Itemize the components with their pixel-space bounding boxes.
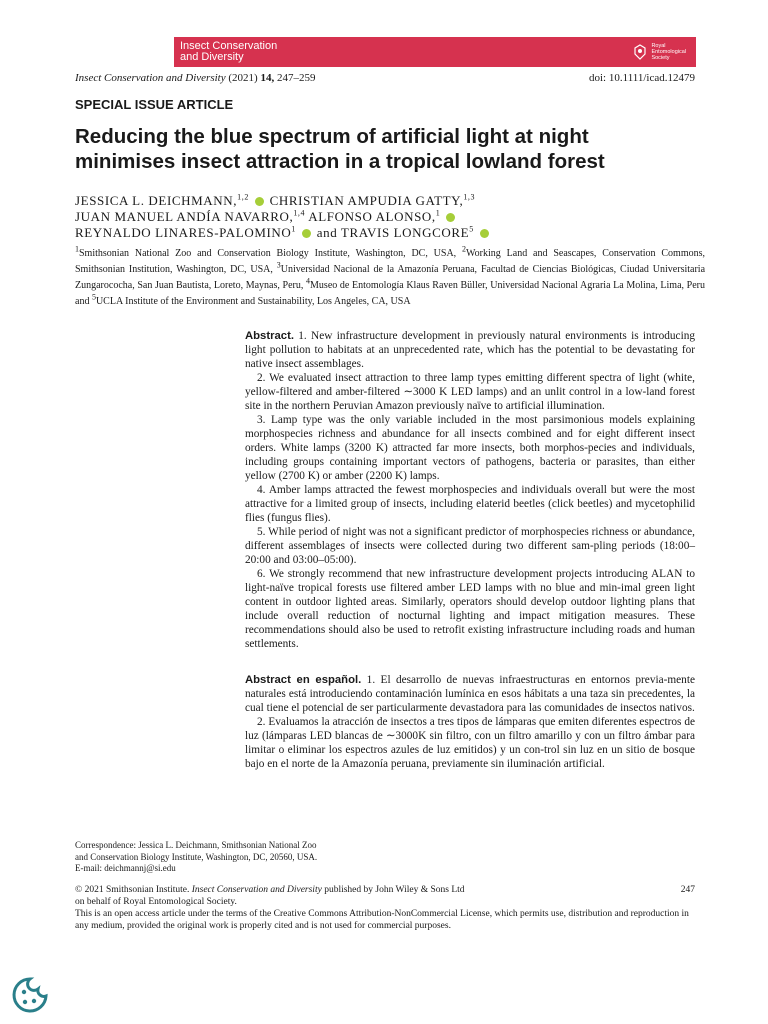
orcid-icon[interactable] [480, 229, 489, 238]
author-name: JUAN MANUEL ANDÍA NAVARRO, [75, 209, 294, 224]
orcid-icon[interactable] [446, 213, 455, 222]
society-logo [633, 43, 686, 61]
author-sup: 1 [435, 208, 441, 218]
author-sup: 1,4 [293, 208, 306, 218]
affil-sup: 5 [91, 292, 96, 302]
copyright-line2: on behalf of Royal Entomological Society. [75, 897, 237, 907]
abstract-p1: 1. New infrastructure development in previously natural environments is introducing light pollution to habitats at an unprecedented rate, which has the potential to be devastating for native insect assemblages. [245, 330, 695, 370]
journal-name-line1: Insect Conservation [180, 40, 278, 52]
cookie-icon[interactable] [10, 975, 50, 1015]
title-line1: Reducing the blue spectrum of artificial light at night [75, 125, 589, 148]
abstract-paragraph [245, 329, 695, 371]
journal-name-line2: and Diversity [180, 51, 244, 63]
citation-journal: Insect Conservation and Diversity [75, 72, 226, 84]
abstract-es-p2: 2. Evaluamos la atracción de insectos a tres tipos de lámparas que emiten diferentes espectros de luz (lámparas LED blancas de ∼3000K sin filtro, con un filtro amarillo y con un filtro ámbar para limitar o eliminar los espectros azules de luz emitidos) y un con-trol sin luz en un sitio de bosque bajo en el norte de la Amazonía peruana, previamente sin iluminación artificial. [245, 716, 695, 770]
license-text: This is an open access article under the terms of the Creative Commons Attribution-NonCommercial License, which permits use, distribution and reproduction in any medium, provided the original work is properly cited and is not used for commercial purposes. [75, 909, 689, 931]
orcid-icon[interactable] [255, 197, 264, 206]
citation-volume: 14, [260, 72, 275, 84]
citation-year: (2021) [228, 72, 258, 84]
society-line1: Royal [651, 43, 666, 49]
journal-name [180, 41, 277, 63]
page-number: 247 [680, 885, 695, 895]
affil-4: Museo de Entomología Klaus Raven Büller, Universidad Nacional Agraria La Molina, Lima, Peru and [75, 280, 705, 307]
copyright-journal: Insect Conservation and Diversity [191, 885, 322, 895]
page-title [75, 124, 705, 174]
res-logo-icon [633, 44, 647, 60]
author-name: REYNALDO LINARES-PALOMINO [75, 225, 292, 240]
author-list [75, 193, 705, 241]
abstract [245, 329, 695, 651]
society-line2: Entomological [651, 49, 686, 55]
affil-sup: 2 [462, 244, 467, 254]
society-line3: Society [651, 55, 670, 61]
abstract-es-heading: Abstract en español. [245, 674, 362, 686]
citation-pages: 247–259 [276, 72, 316, 84]
abstract-p5: 5. While period of night was not a significant predictor of morphospecies richness or abundance, different assemblages of insects were collected during two different sam-pling periods (18:00–20:00 and 03:00–05:00). [245, 526, 695, 566]
doi-link[interactable]: doi: 10.1111/icad.12479 [588, 72, 695, 84]
abstract-spanish [245, 673, 695, 771]
copyright-notice [75, 884, 695, 932]
correspondence [75, 840, 405, 875]
abstract-p3: 3. Lamp type was the only variable included in the most parsimonious models explaining morphospecies richness and abundance for all insects combined and for eight different insect orders. White lamps (3200 K) attracted far more insects, both morphos-pecies and individuals, including groups containing important vectors of pathogens, bacteria or parasites, than either yellow (2700 K) or amber (2200 K) lamps. [245, 414, 695, 482]
citation-line [75, 72, 695, 84]
author-name: and TRAVIS LONGCORE [316, 225, 470, 240]
author-line-2 [75, 209, 705, 225]
affil-3: Universidad Nacional de la Amazonía Peruana, Facultad de Ciencias Biológicas, Ciudad Universitaria Zungarococha, San Juan Bautista, Loreto, Maynas, Peru, [75, 264, 706, 291]
affiliations [75, 246, 705, 310]
section-label: SPECIAL ISSUE ARTICLE [75, 97, 234, 112]
journal-banner [174, 37, 696, 67]
abstract-es-p1: 1. El desarrollo de nuevas infraestructuras en entornos previa-mente naturales está introduciendo contaminación lumínica en esos hábitats a una taza sin precedentes, la cual tiene el potencial de ser particularmente devastadora para las comunidades de insectos nativos. [245, 674, 695, 714]
author-name: ALFONSO ALONSO, [308, 209, 436, 224]
affil-sup: 4 [306, 276, 311, 286]
author-sup: 5 [469, 224, 474, 234]
affil-2: Working Land and Seascapes, Conservation Commons, Smithsonian Institution, Washington, DC, USA, [75, 248, 705, 275]
affil-sup: 1 [75, 244, 79, 254]
copyright-suffix: published by John Wiley & Sons Ltd [324, 885, 465, 895]
author-sup: 1,3 [463, 192, 476, 202]
abstract-p6: 6. We strongly recommend that new infrastructure development projects introducing ALAN to light-naïve tropical forests use filtered amber LED lamps with no blue and min-imal green light content in outdoor lighted areas. Similarly, operators should develop outdoor lighting plans that include overall reduction of nocturnal lighting and impact mitigation measures. These recommendations should also be used to retrofit existing infrastructure including roads and human settlements. [245, 568, 695, 650]
abstract-p2: 2. We evaluated insect attraction to three lamp types emitting different spectra of light (white, yellow-filtered and amber-filtered ∼3000 K LED lamps) and an unlit control in a low-land forest site in the northern Peruvian Amazon previously naïve to artificial illumination. [245, 372, 695, 412]
abstract-es-paragraph [245, 673, 695, 715]
author-name: JESSICA L. DEICHMANN, [75, 193, 238, 208]
abstract-p4: 4. Amber lamps attracted the fewest morphospecies and individuals overall but were the most attractive for a limited group of insects, including elaterid beetles (click beetles) and mycetophilid flies (fungus flies). [245, 484, 695, 524]
orcid-icon[interactable] [302, 229, 311, 238]
author-sup: 1,2 [237, 192, 249, 202]
abstract-heading: Abstract. [245, 330, 294, 342]
correspondence-email[interactable]: E-mail: deichmannj@si.edu [75, 863, 176, 873]
affil-5: UCLA Institute of the Environment and Sustainability, Los Angeles, CA, USA [95, 296, 411, 307]
author-line-3 [75, 225, 705, 241]
affil-sup: 3 [276, 260, 281, 270]
title-line2: minimises insect attraction in a tropical lowland forest [75, 150, 605, 173]
correspondence-line1: Correspondence: Jessica L. Deichmann, Smithsonian National Zoo [75, 840, 317, 850]
affil-1: Smithsonian National Zoo and Conservation Biology Institute, Washington, DC, USA, [79, 248, 457, 259]
author-line-1 [75, 193, 705, 209]
author-sup: 1 [291, 224, 296, 234]
author-name: CHRISTIAN AMPUDIA GATTY, [269, 193, 464, 208]
copyright-prefix: © 2021 Smithsonian Institute. [75, 885, 190, 895]
correspondence-line2: and Conservation Biology Institute, Washington, DC, 20560, USA. [75, 851, 318, 862]
